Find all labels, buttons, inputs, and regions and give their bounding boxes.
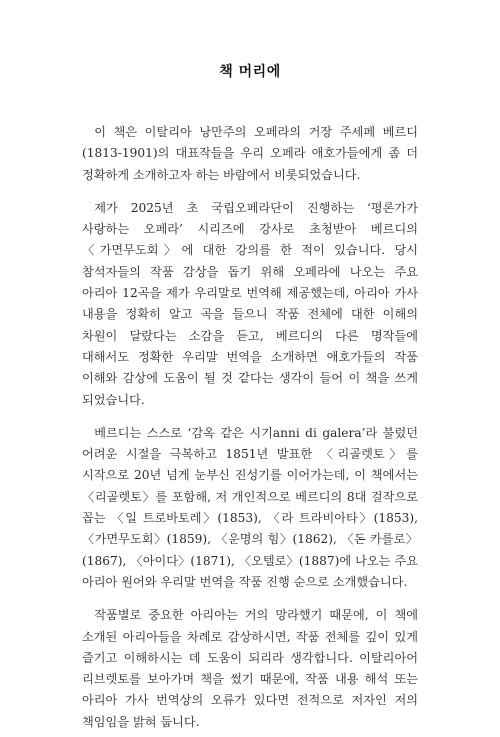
paragraph-3: 베르디는 스스로 ‘감옥 같은 시기anni di galera’라 불렀던 어려운 시절을 극복하고 1851년 발표한 〈리골렛토〉를 시작으로 20년 넘게 눈부신 진성기를 이어가는데, 이 책에서는 〈리골렛토〉를 포함해, 저 개인적으로 베르디의 8대 걸작으로 꼽는 〈일 트로바토레〉(1853), 〈라 트라비아타〉(1853), 〈가면무도회〉(1859), 〈운명의 힘〉(1862), 〈돈 카를로〉(1867), 〈아이다〉(1871), 〈오텔로〉(1887)에 나오는 주요 아리아 원어와 우리말 번역을 작품 진행 순으로 소개했습니다. — [82, 425, 418, 589]
paragraph-1: 이 책은 이탈리아 낭만주의 오페라의 거장 주세페 베르디(1813-1901)의 대표작들을 우리 오페라 애호가들에게 좀 더 정확하게 소개하고자 하는 바람에서 비롯되었습니다. — [82, 125, 418, 182]
page-title: 책 머리에 — [219, 64, 281, 80]
preface-body — [82, 122, 418, 733]
paragraph-4: 작품별로 중요한 아리아는 거의 망라했기 때문에, 이 책에 소개된 아리아들을 차례로 감상하시면, 작품 전체를 깊이 있게 즐기고 이해하시는 데 도움이 되리라 생각합니다. 이탈리아어 리브렛토를 보아가며 책을 썼기 때문에, 작품 내용 해석 또는 아리아 가사 번역상의 오류가 있다면 전적으로 저자인 저의 책임임을 밝혀 둡니다. — [82, 608, 418, 729]
paragraph-2: 제가 2025년 초 국립오페라단이 진행하는 ‘평론가가 사랑하는 오페라’ 시리즈에 강사로 초청받아 베르디의 〈가면무도회〉에 대한 강의를 한 적이 있습니다. 당시 참석자들의 작품 감상을 돕기 위해 오페라에 나오는 주요 아리아 12곡을 제가 우리말로 번역해 제공했는데, 아리아 가사 내용을 정확히 알고 곡을 들으니 작품 전체에 대한 이해의 차원이 달랐다는 소감을 듣고, 베르디의 다른 명작들에 대해서도 정확한 우리말 번역을 소개하면 애호가들의 작품 이해와 감상에 도움이 될 것 같다는 생각이 들어 이 책을 쓰게 되었습니다. — [82, 200, 418, 407]
